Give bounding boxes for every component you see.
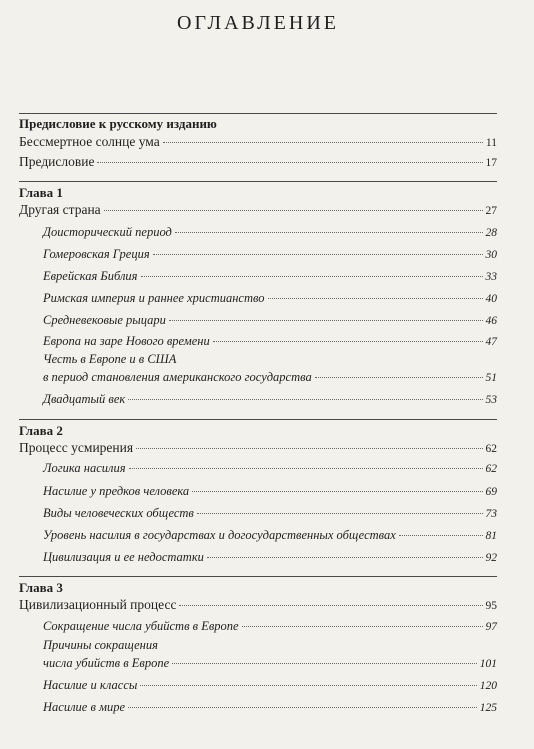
chapter-title[interactable]: Другая страна 27: [19, 202, 497, 217]
divider: [19, 113, 497, 114]
toc-entry[interactable]: Бессмертное солнце ума 11: [19, 134, 497, 149]
toc-section[interactable]: числа убийств в Европе 101: [43, 656, 497, 670]
toc-section[interactable]: Виды человеческих обществ 73: [43, 506, 497, 520]
page-number: 92: [485, 552, 497, 564]
page-number: 53: [485, 394, 497, 406]
toc-section[interactable]: Доисторический период 28: [43, 225, 497, 239]
page-number: 62: [485, 463, 497, 475]
toc-section[interactable]: Насилие в мире 125: [43, 700, 497, 714]
page-number: 11: [485, 137, 497, 149]
page-number: 101: [479, 658, 497, 670]
page-number: 27: [485, 205, 497, 217]
chapter-heading: Глава 2: [19, 423, 63, 438]
table-of-contents-page: [19, 0, 497, 749]
page-number: 28: [485, 227, 497, 239]
chapter-heading: Глава 3: [19, 580, 63, 595]
chapter-title[interactable]: Цивилизационный процесс 95: [19, 597, 497, 612]
page-title: ОГЛАВЛЕНИЕ: [177, 12, 339, 34]
toc-section[interactable]: Насилие у предков человека 69: [43, 484, 497, 498]
toc-section[interactable]: Сокращение числа убийств в Европе 97: [43, 619, 497, 633]
divider: [19, 419, 497, 420]
preface-heading: Предисловие к русскому изданию: [19, 116, 217, 131]
toc-section[interactable]: Еврейская Библия 33: [43, 269, 497, 283]
chapter-heading: Глава 1: [19, 185, 63, 200]
toc-entry[interactable]: Предисловие 17: [19, 154, 497, 169]
page-number: 51: [485, 372, 497, 384]
toc-section[interactable]: Европа на заре Нового времени 47: [43, 334, 497, 348]
page-number: 81: [485, 530, 497, 542]
page-number: 95: [485, 600, 497, 612]
divider: [19, 576, 497, 577]
toc-section[interactable]: Римская империя и раннее христианство 40: [43, 291, 497, 305]
page-number: 73: [485, 508, 497, 520]
toc-section[interactable]: Насилие и классы 120: [43, 678, 497, 692]
divider: [19, 181, 497, 182]
toc-section[interactable]: в период становления американского государства 51: [43, 370, 497, 384]
toc-section-first-line: Честь в Европе и в США: [43, 352, 177, 366]
chapter-title[interactable]: Процесс усмирения 62: [19, 440, 497, 455]
page-number: 40: [485, 293, 497, 305]
page-number: 47: [485, 336, 497, 348]
toc-section[interactable]: Средневековые рыцари 46: [43, 313, 497, 327]
toc-section[interactable]: Логика насилия 62: [43, 461, 497, 475]
page-number: 46: [485, 315, 497, 327]
page-number: 97: [485, 621, 497, 633]
page-number: 120: [479, 680, 497, 692]
toc-section[interactable]: Уровень насилия в государствах и догосударственных обществах 81: [43, 528, 497, 542]
page-number: 125: [479, 702, 497, 714]
page-number: 33: [485, 271, 497, 283]
toc-section[interactable]: Двадцатый век 53: [43, 392, 497, 406]
toc-section[interactable]: Цивилизация и ее недостатки 92: [43, 550, 497, 564]
page-number: 69: [485, 486, 497, 498]
page-number: 30: [485, 249, 497, 261]
toc-section-first-line: Причины сокращения: [43, 638, 158, 652]
page-number: 17: [485, 157, 497, 169]
page-number: 62: [485, 443, 497, 455]
toc-section[interactable]: Гомеровская Греция 30: [43, 247, 497, 261]
